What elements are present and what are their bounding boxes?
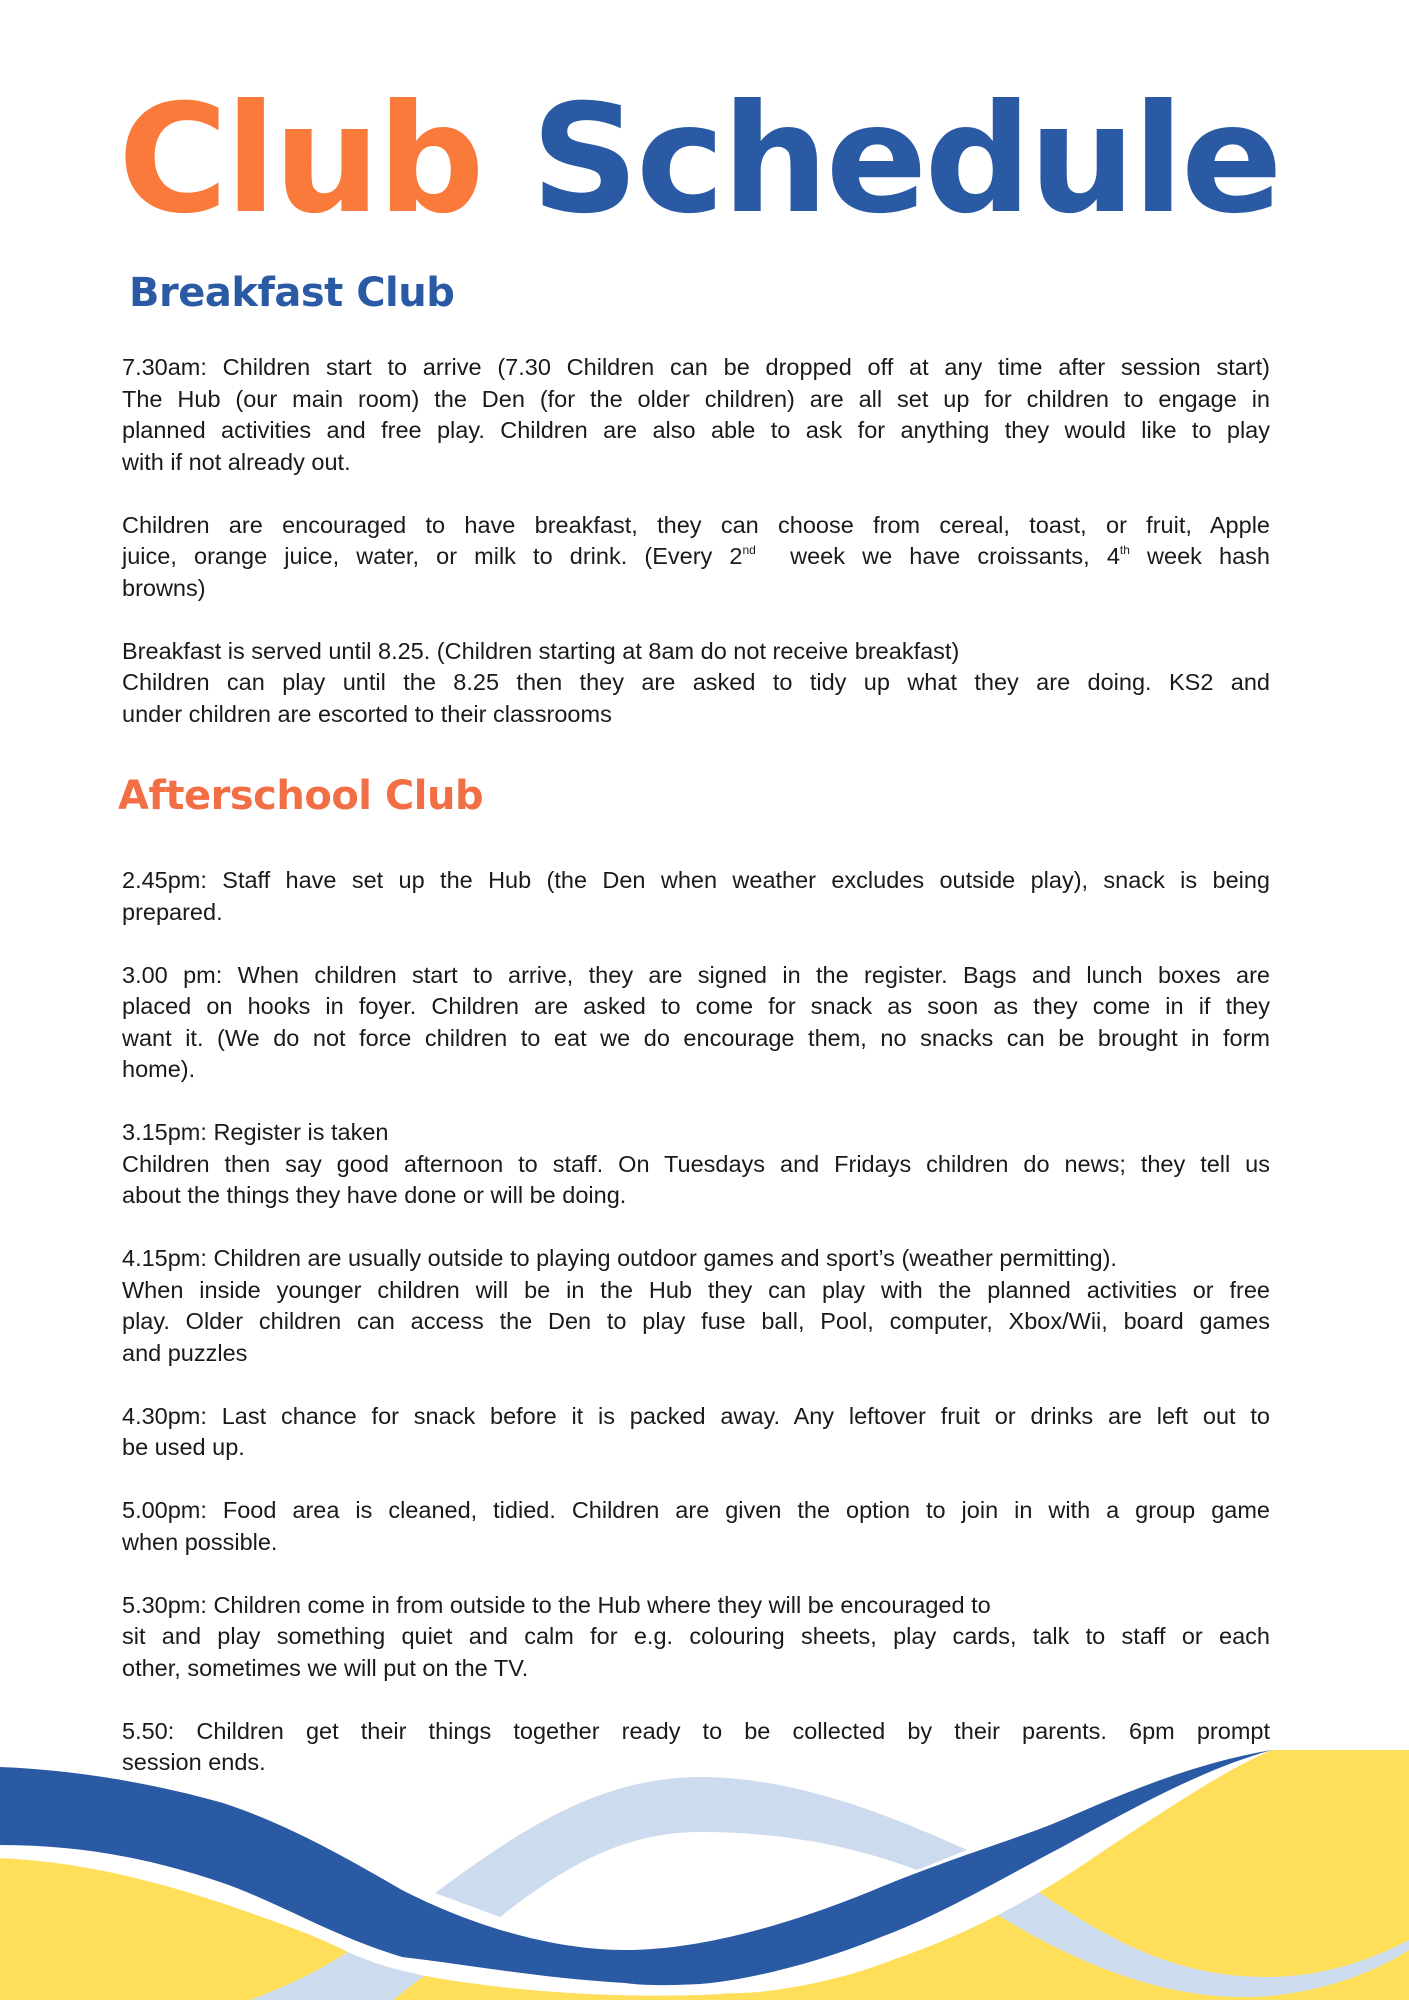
- text-line: under children are escorted to their classrooms: [122, 700, 612, 727]
- text-line: Children can play until the 8.25 then they are asked to tidy up what they are doing. KS2 and: [122, 669, 1270, 695]
- page-title: [118, 73, 1280, 247]
- text-line: [122, 541, 1270, 573]
- text-line: The Hub (our main room) the Den (for the older children) are all set up for children to engage in: [122, 385, 1270, 412]
- breakfast-paragraph: [122, 636, 1270, 731]
- text-fragment: juice, orange juice, water, or milk to drink. (Every 2: [122, 543, 743, 569]
- breakfast-paragraph: [122, 352, 1270, 478]
- breakfast-club-section: [122, 352, 1270, 762]
- text-fragment: week we have croissants, 4: [755, 543, 1120, 569]
- text-line: 7.30am: Children start to arrive (7.30 Children can be dropped off at any time after session start): [122, 354, 1270, 380]
- text-line: When inside younger children will be in the Hub they can play with the planned activities or free: [122, 1276, 1270, 1303]
- text-line: 5.00pm: Food area is cleaned, tidied. Children are given the option to join in with a group game: [122, 1497, 1270, 1523]
- text-line: with if not already out.: [122, 448, 351, 475]
- schedule-item: [122, 1590, 1270, 1685]
- text-line: and puzzles: [122, 1339, 248, 1366]
- text-line: other, sometimes we will put on the TV.: [122, 1654, 529, 1681]
- decorative-wave-footer: [0, 1700, 1409, 2000]
- schedule-item: [122, 1495, 1270, 1558]
- text-line: prepared.: [122, 898, 223, 925]
- text-line: session ends.: [122, 1749, 266, 1775]
- text-line: 2.45pm: Staff have set up the Hub (the Den when weather excludes outside play), snack is being: [122, 867, 1270, 893]
- schedule-item: [122, 960, 1270, 1086]
- text-line: Breakfast is served until 8.25. (Children starting at 8am do not receive breakfast): [122, 637, 960, 664]
- ordinal-suffix: th: [1119, 543, 1130, 557]
- afterschool-club-section: [122, 865, 1270, 1810]
- text-line: want it. (We do not force children to eat we do encourage them, no snacks can be brought in form: [122, 1024, 1270, 1051]
- schedule-item: [122, 865, 1270, 928]
- breakfast-paragraph: [122, 510, 1270, 605]
- breakfast-club-heading: Breakfast Club: [129, 270, 455, 316]
- text-line: play. Older children can access the Den to play fuse ball, Pool, computer, Xbox/Wii, board games: [122, 1308, 1270, 1334]
- schedule-item: [122, 1243, 1270, 1369]
- text-line: be used up.: [122, 1434, 245, 1460]
- text-line: about the things they have done or will be doing.: [122, 1182, 627, 1208]
- text-line: when possible.: [122, 1528, 278, 1555]
- schedule-item: [122, 1401, 1270, 1464]
- text-line: 5.50: Children get their things together ready to be collected by their parents. 6pm prompt: [122, 1717, 1270, 1744]
- text-line: 3.00 pm: When children start to arrive, they are signed in the register. Bags and lunch boxes are: [122, 961, 1270, 988]
- text-line: sit and play something quiet and calm for e.g. colouring sheets, play cards, talk to staff or each: [122, 1623, 1270, 1649]
- text-line: 5.30pm: Children come in from outside to the Hub where they will be encouraged to: [122, 1591, 991, 1618]
- title-word-club: Club: [118, 73, 482, 247]
- text-line: home).: [122, 1056, 196, 1082]
- text-line: 4.15pm: Children are usually outside to playing outdoor games and sport’s (weather permitting).: [122, 1245, 1117, 1271]
- text-line: browns): [122, 574, 206, 601]
- text-line: Children then say good afternoon to staff. On Tuesdays and Fridays children do news; they tell us: [122, 1150, 1270, 1177]
- text-line: 4.30pm: Last chance for snack before it is packed away. Any leftover fruit or drinks are left out to: [122, 1402, 1270, 1429]
- schedule-item: [122, 1117, 1270, 1212]
- text-line: planned activities and free play. Children are also able to ask for anything they would like to play: [122, 417, 1270, 443]
- title-word-schedule: Schedule: [530, 73, 1280, 247]
- afterschool-club-heading: Afterschool Club: [118, 773, 484, 819]
- text-line: Children are encouraged to have breakfast, they can choose from cereal, toast, or fruit, Apple: [122, 511, 1270, 538]
- text-line: 3.15pm: Register is taken: [122, 1119, 389, 1145]
- text-fragment: week hash: [1129, 543, 1270, 569]
- text-line: placed on hooks in foyer. Children are asked to come for snack as soon as they come in if they: [122, 993, 1270, 1019]
- ordinal-suffix: nd: [742, 543, 756, 557]
